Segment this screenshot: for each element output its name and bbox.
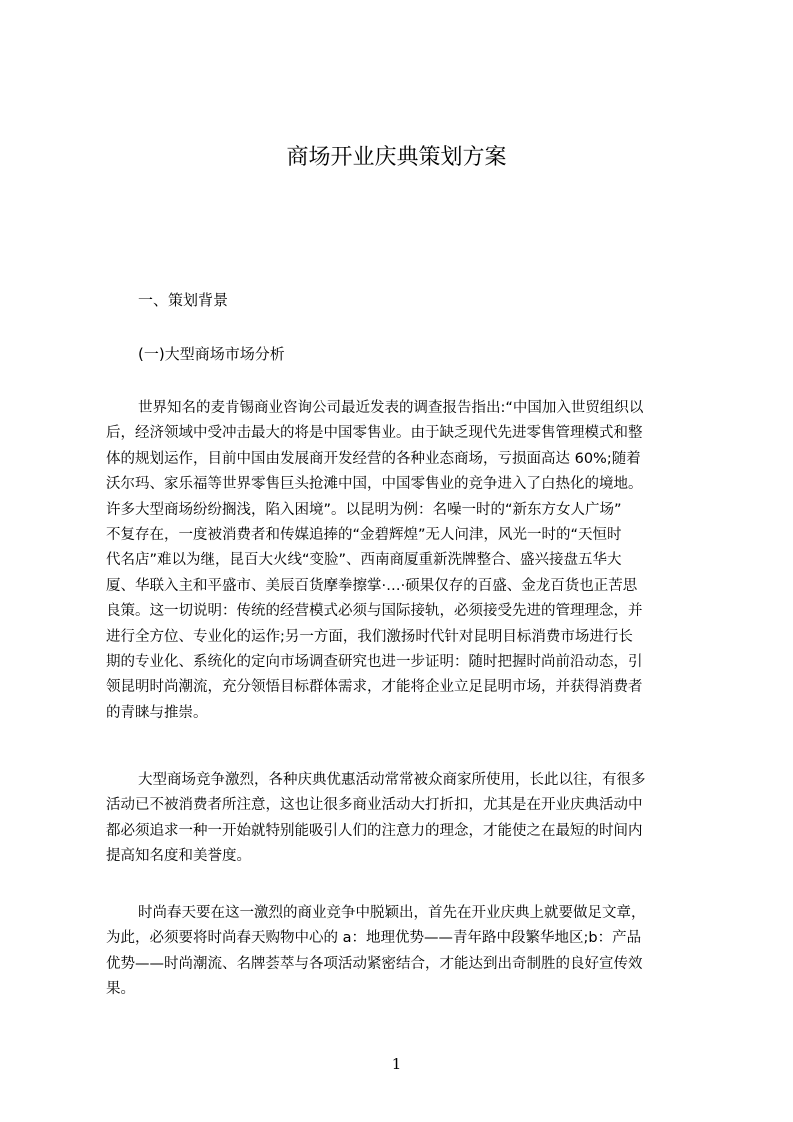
paragraph-line: 良策。这一切说明：传统的经营模式必须与国际接轨，必须接受先进的管理理念，并 (106, 603, 643, 620)
subsection-heading: (一)大型商场市场分析 (138, 345, 285, 363)
paragraph-line: 厦、华联入主和平盛市、美辰百货摩拳擦掌·…·硕果仅存的百盛、金龙百货也正苦思 (106, 577, 638, 594)
paragraph-line: 体的规划运作，目前中国由发展商开发经营的各种业态商场，亏损面高达 60%;随着 (106, 450, 641, 467)
paragraph-line: 优势——时尚潮流、名牌荟萃与各项活动紧密结合，才能达到出奇制胜的良好宣传效 (106, 955, 643, 972)
paragraph-line: 代名店”难以为继，昆百大火线“变脸”、西南商厦重新洗牌整合、盛兴接盘五华大 (106, 552, 622, 569)
paragraph-line: 许多大型商场纷纷搁浅，陷入困境”。以昆明为例：名噪一时的“新东方女人广场” (106, 501, 622, 518)
paragraph-line: 都必须追求一种一开始就特别能吸引人们的注意力的理念，才能使之在最短的时间内 (106, 822, 643, 839)
paragraph-line: 沃尔玛、家乐福等世界零售巨头抢滩中国，中国零售业的竞争进入了白热化的境地。 (106, 476, 643, 493)
paragraph-strategy (106, 901, 704, 1003)
paragraph-line: 期的专业化、系统化的定向市场调查研究也进一步证明：随时把握时尚前沿动态，引 (106, 654, 643, 671)
paragraph-line: 不复存在，一度被消费者和传媒追捧的“金碧辉煌”无人问津，风光一时的“天恒时 (106, 527, 622, 544)
page-number: 1 (391, 1055, 402, 1073)
paragraph-line: 的青睐与推崇。 (106, 704, 208, 721)
section-heading: 一、策划背景 (138, 291, 229, 309)
paragraph-competition (106, 768, 704, 870)
paragraph-line: 果。 (106, 981, 135, 998)
paragraph-line: 后，经济领域中受冲击最大的将是中国零售业。由于缺乏现代先进零售管理模式和整 (106, 425, 643, 442)
paragraph-line: 提高知名度和美誉度。 (106, 848, 251, 865)
paragraph-line: 领昆明时尚潮流，充分领悟目标群体需求，才能将企业立足昆明市场，并获得消费者 (106, 679, 643, 696)
paragraph-line: 为此，必须要将时尚春天购物中心的 a：地理优势——青年路中段繁华地区;b：产品 (106, 930, 642, 947)
paragraph-line: 世界知名的麦肯锡商业咨询公司最近发表的调查报告指出:“中国加入世贸组织以 (138, 400, 644, 416)
paragraph-market-analysis (106, 396, 704, 726)
paragraph-line: 进行全方位、专业化的运作;另一方面，我们激扬时代针对昆明目标消费市场进行长 (106, 628, 633, 645)
paragraph-line: 时尚春天要在这一激烈的商业竞争中脱颖出，首先在开业庆典上就要做足文章， (138, 905, 646, 921)
paragraph-line: 大型商场竞争激烈，各种庆典优惠活动常常被众商家所使用，长此以往，有很多 (138, 772, 646, 788)
document-title: 商场开业庆典策划方案 (286, 145, 507, 170)
paragraph-line: 活动已不被消费者所注意，这也让很多商业活动大打折扣，尤其是在开业庆典活动中 (106, 797, 643, 814)
